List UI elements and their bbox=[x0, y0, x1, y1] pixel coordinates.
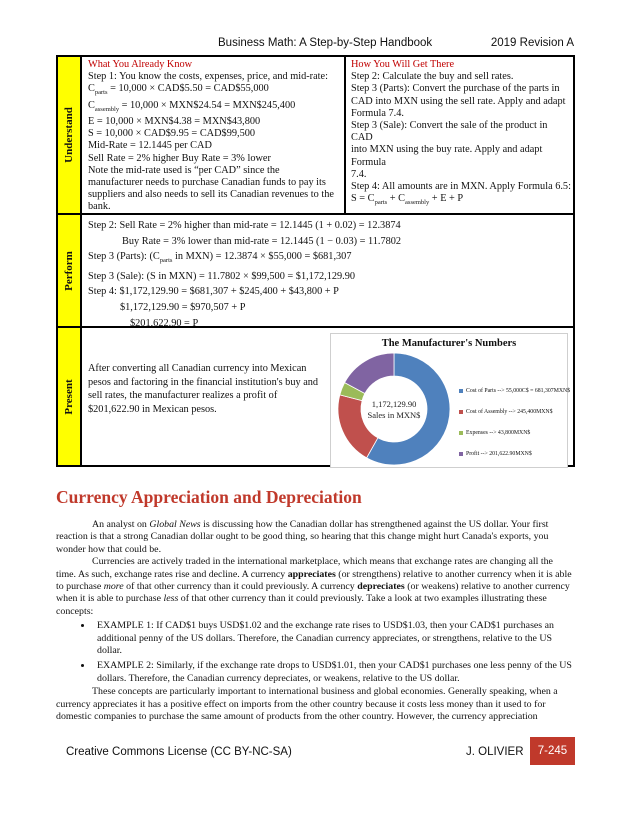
right-line: Step 3 (Parts): Convert the purchase of the parts in bbox=[351, 83, 560, 95]
left-line: Sell Rate = 2% higher Buy Rate = 3% lower bbox=[88, 152, 271, 164]
what-you-know bbox=[88, 59, 342, 214]
right-line: 7.4. bbox=[351, 168, 367, 180]
left-line: $C_{assembly} = 10,000$ × MXN$24.54 = MXN$245,400 bbox=[88, 99, 296, 113]
example-list bbox=[56, 620, 575, 685]
manufacturer-numbers-chart bbox=[330, 333, 571, 468]
left-line: Note the mid-rate used is “per CAD” since the bbox=[88, 164, 280, 176]
present-label-cell bbox=[58, 328, 82, 465]
example-1: • EXAMPLE 1: If CAD$1 buys USD$1.02 and the exchange rate rises to USD$1.03, then your CAD$1 purchases an additional penny of the US dollars. Therefore, the Canadian currency appreciates, or strengthens, relative to the US dollar. bbox=[93, 620, 575, 657]
right-line: Formula 7.4. bbox=[351, 107, 404, 119]
understand-label: Understand bbox=[63, 107, 75, 163]
perform-line: $201,622.90 = P bbox=[130, 317, 199, 329]
left-line: S = 10,000 × CAD$9.95 = CAD$99,500 bbox=[88, 128, 256, 140]
legend-item-3 bbox=[459, 444, 570, 465]
book-title: Business Math: A Step-by-Step Handbook bbox=[218, 37, 433, 49]
right-line: Step 4: All amounts are in MXN. Apply Formula 6.5: bbox=[351, 181, 571, 193]
revision: 2019 Revision A bbox=[490, 37, 574, 49]
legend-swatch bbox=[459, 452, 463, 456]
paragraph-2: Currencies are actively traded in the international marketplace, which means that exchange rates are changing all the time. As such, exchange rates rise and decline. A currency appreciates (or strengthens) relative to another currency when it is able to purchase more of that other currency than it could previously. A currency depreciates (or weakens) relative to another currency when it is able to purchase less of that other currency than it could previously. Take a look at two examples illustrating these concepts: bbox=[56, 556, 572, 617]
perform-label-cell bbox=[58, 215, 82, 326]
present-row bbox=[58, 328, 573, 465]
legend-item-0 bbox=[459, 381, 570, 402]
example-2: • EXAMPLE 2: Similarly, if the exchange rate drops to USD$1.01, then your CAD$1 purchases one less penny of the US dollars. Therefore, the Canadian currency depreciates, or weakens, relative to the US dollar. bbox=[93, 660, 575, 685]
left-line: suppliers and also needs to sell its Canadian revenues to the bbox=[88, 189, 334, 201]
center-label-1: Sales in MXN$ bbox=[367, 410, 421, 420]
present-text: After converting all Canadian currency into Mexican pesos and factoring in the financial institution's buy and sell rates, the manufacturer realizes a profit of $201,622.90 in Mexican pesos. bbox=[88, 363, 319, 415]
legend-label: Profit --> 201,622.90MXN$ bbox=[466, 451, 532, 457]
running-header bbox=[0, 37, 630, 53]
chart-legend bbox=[459, 381, 570, 465]
how-you-get-there-heading: How You Will Get There bbox=[351, 59, 455, 70]
present-label: Present bbox=[63, 378, 75, 415]
how-you-get-there-lines bbox=[351, 71, 571, 209]
understand-label-cell bbox=[58, 57, 82, 213]
legend-label: Cost of Assembly --> 245,400MXN$ bbox=[466, 409, 553, 415]
center-label-0: 1,172,129.90 bbox=[371, 399, 417, 409]
what-you-know-heading: What You Already Know bbox=[88, 59, 193, 70]
left-line: bank. bbox=[88, 201, 111, 213]
how-you-get-there bbox=[351, 59, 571, 209]
section-body bbox=[56, 519, 575, 724]
perform-row bbox=[58, 215, 573, 328]
perform-line: Step 2: Sell Rate = 2% higher than mid-rate = 12.1445 (1 + 0.02) = 12.3874 bbox=[88, 220, 401, 231]
paragraph-3: These concepts are particularly important to international business and global economies. Generally speaking, when a currency appreciates it has a positive effect on imports from the other country because it costs less money than it used to for domestic companies to purchase the same amount of products from the other country. However, the currency appreciation bbox=[56, 686, 558, 723]
perform-line: Step 3 (Sale): (S in MXN) = 11.7802 × $99,500 = $1,172,129.90 bbox=[88, 270, 356, 282]
solution-table bbox=[56, 55, 575, 467]
perform-line: Buy Rate = 3% lower than mid-rate = 12.1445 (1 − 0.03) = 11.7802 bbox=[122, 235, 402, 247]
perform-label: Perform bbox=[63, 250, 75, 291]
legend-label: Expenses --> 43,800MXN$ bbox=[466, 430, 531, 436]
right-line: $S = C_{parts} + C_{assembly} + E + P$ bbox=[351, 193, 464, 207]
paragraph-1: An analyst on Global News is discussing how the Canadian dollar has strengthened against the US dollar. Your first reaction is that a strong Canadian dollar ought to be good thing, so hearing that this change might hurt Canada's exports, you wonder how that could be. bbox=[56, 519, 549, 555]
left-line: Mid-Rate = 12.1445 per CAD bbox=[88, 140, 212, 152]
left-line: Step 1: You know the costs, expenses, price, and mid-rate: bbox=[88, 71, 328, 83]
left-line: E = 10,000 × MXN$4.38 = MXN$43,800 bbox=[88, 115, 261, 127]
left-line: manufacturer needs to purchase Canadian funds to pay its bbox=[88, 176, 326, 188]
right-line: Step 2: Calculate the buy and sell rates. bbox=[351, 71, 514, 83]
legend-label: Cost of Parts --> 55,000C$ = 681,307MXN$ bbox=[466, 388, 571, 394]
license: Creative Commons License (CC BY-NC-SA) bbox=[66, 746, 292, 758]
perform-line: Step 3 (Parts): ($C_{parts}$ in MXN) = 12.3874 × $55,000 = $681,307 bbox=[88, 251, 352, 265]
section-title: Currency Appreciation and Depreciation bbox=[56, 487, 362, 507]
perform-line: $1,172,129.90 = $970,507 + P bbox=[120, 302, 246, 314]
right-line: Step 3 (Sale): Convert the sale of the product in CAD bbox=[351, 120, 548, 144]
column-divider bbox=[344, 57, 346, 213]
legend-swatch bbox=[459, 410, 463, 414]
legend-item-1 bbox=[459, 402, 570, 423]
author: J. OLIVIER bbox=[466, 746, 524, 758]
legend-swatch bbox=[459, 431, 463, 435]
perform-lines bbox=[88, 218, 568, 331]
what-you-know-lines bbox=[88, 71, 342, 213]
understand-row bbox=[58, 57, 573, 215]
page-footer bbox=[0, 737, 630, 765]
right-line: CAD into MXN using the sell rate. Apply and adapt bbox=[351, 95, 566, 107]
legend-item-2 bbox=[459, 423, 570, 444]
perform-line: Step 4: $1,172,129.90 = $681,307 + $245,400 + $43,800 + P bbox=[88, 286, 339, 298]
page-number: 7-245 bbox=[530, 737, 575, 765]
legend-swatch bbox=[459, 389, 463, 393]
chart-title: The Manufacturer's Numbers bbox=[381, 338, 517, 349]
left-line: $C_{parts} = 10,000$ × CAD$5.50 = CAD$55,000 bbox=[88, 83, 269, 97]
right-line: into MXN using the buy rate. Apply and adapt Formula bbox=[351, 144, 543, 168]
